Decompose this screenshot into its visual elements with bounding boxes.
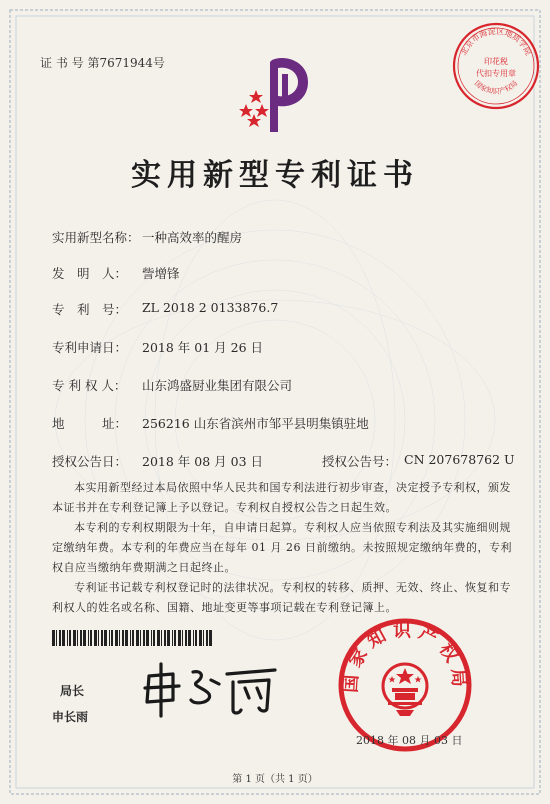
national-emblem-icon [383,664,427,716]
patent-number-value: ZL 2018 2 0133876.7 [142,300,279,315]
director-title: 局长 [60,684,85,698]
tax-seal-arc-text: 北京市海淀区地质学院 [459,26,533,57]
svg-text:国家知识产权局 [473,79,519,96]
inventor-value: 訾增锋 [142,266,180,281]
certificate-title: 实用新型专利证书 [131,158,419,193]
paragraph-term-and-fees: 本专利的专利权期限为十年，自申请日起算。专利权人应当依照专利法及其实施细则规定缴纳年费。本专利的年费应当在每年 01 月 26 日前缴纳。未按照规定缴纳年费的，专利权自应当缴纳年费期满之日起终止。 [52,521,512,574]
address-label: 地 址： [52,416,128,431]
tax-seal-bottom-text: 国家知识产权局 [472,79,520,96]
patentee-label: 专 利 权 人： [52,378,127,393]
tax-seal-inner-bottom: 代扣专用章 [476,69,516,78]
grant-number-label: 授权公告号： [322,454,398,469]
grant-date-label: 授权公告日： [52,454,128,469]
grant-number-value: CN 207678762 U [404,452,515,467]
address-value: 256216 山东省滨州市邹平县明集镇驻地 [142,416,369,431]
svg-text:国家知识产权局 [340,619,469,693]
utility-model-name-label: 实用新型名称： [52,230,140,245]
star-icons [239,90,269,127]
barcode-icon [52,630,212,646]
patent-number-label: 专 利 号： [52,302,128,317]
certificate-number: 证 书 号 第7671944号 [40,56,165,70]
paragraph-grant-decision: 本实用新型经过本局依照中华人民共和国专利法进行初步审查，决定授予专利权，颁发本证书并在专利登记簿上予以登记。专利权自授权公告之日起生效。 [52,481,511,514]
svg-text:北京市海淀区地质学院 [458,26,533,57]
page-indicator: 第 1 页（共 1 页） [232,774,318,785]
handwritten-signature [135,660,285,720]
seal-arc-text: 国家知识产权局 [340,620,470,694]
seal-date: 2018 年 08 月 03 日 [356,734,463,747]
cnipa-logo [232,52,328,138]
inventor-label: 发 明 人： [52,266,128,281]
tax-seal-inner-top: 印花税 [484,57,508,66]
paragraph-legal-status: 专利证书记载专利权登记时的法律状况。专利权的转移、质押、无效、终止、恢复和专利权人的姓名或名称、国籍、地址变更等事项记载在专利登记簿上。 [52,581,511,614]
director-name: 申长雨 [52,710,89,724]
patentee-value: 山东鸿盛厨业集团有限公司 [142,378,293,393]
application-date-label: 专利申请日： [52,340,128,355]
application-date-value: 2018 年 01 月 26 日 [142,340,263,355]
grant-date-value: 2018 年 08 月 03 日 [142,454,263,469]
tax-seal [450,20,542,112]
utility-model-name-value: 一种高效率的醒房 [142,230,243,245]
